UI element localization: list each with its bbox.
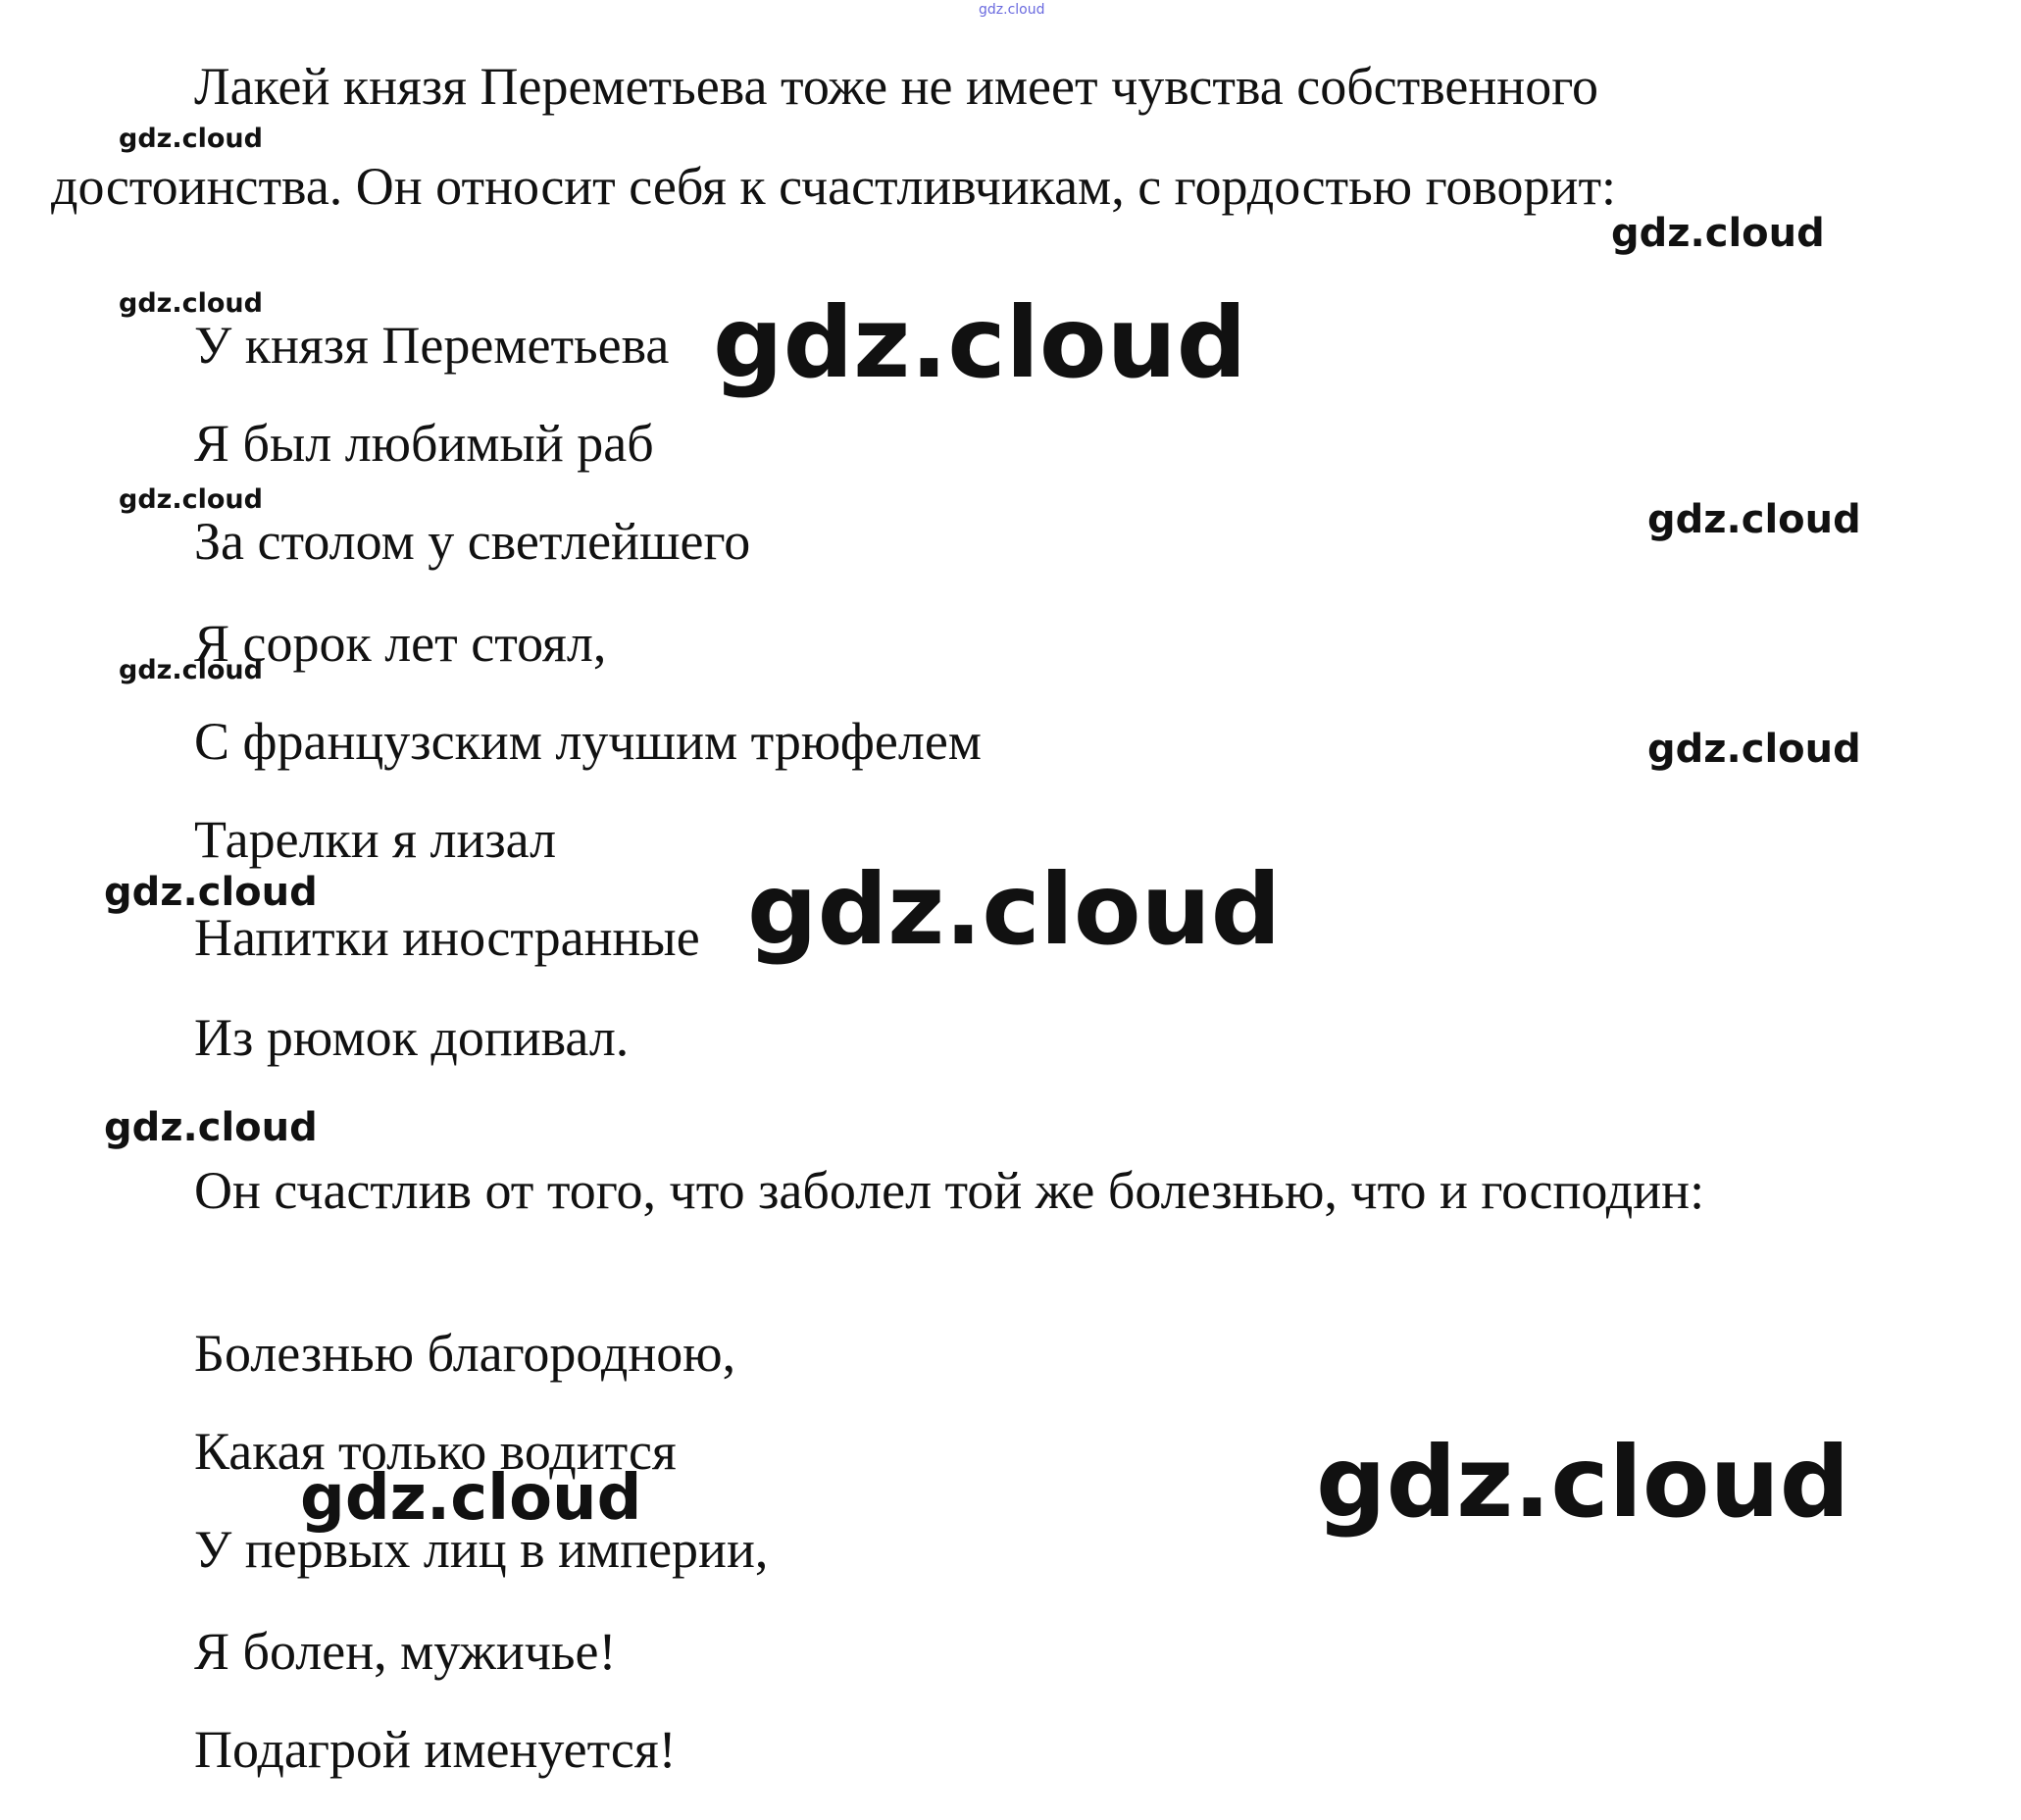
watermark-medium: gdz.cloud xyxy=(104,870,318,915)
poem-1-line: Напитки иностранные xyxy=(194,908,700,967)
watermark-small: gdz.cloud xyxy=(119,484,263,515)
watermark-large: gdz.cloud xyxy=(1316,1425,1850,1540)
paragraph-1-line-2: достоинства. Он относит себя к счастливчикам, с гордостью говорит: xyxy=(51,157,1617,216)
watermark-medium: gdz.cloud xyxy=(1611,211,1825,256)
poem-1-line: У князя Переметьева xyxy=(194,316,670,375)
poem-2-line: Я болен, мужичье! xyxy=(194,1622,617,1681)
poem-2-line: Подагрой именуется! xyxy=(194,1720,677,1779)
poem-2-line: Болезнью благородною, xyxy=(194,1324,736,1383)
poem-1-line: Из рюмок допивал. xyxy=(194,1008,630,1067)
poem-2-line: Какая только водится xyxy=(194,1422,677,1481)
watermark-small: gdz.cloud xyxy=(119,655,263,685)
watermark-large: gdz.cloud xyxy=(747,852,1282,967)
watermark-small: gdz.cloud xyxy=(119,288,263,319)
paragraph-2: Он счастлив от того, что заболел той же болезнью, что и господин: xyxy=(194,1161,1705,1220)
watermark-medium: gdz.cloud xyxy=(104,1105,318,1150)
poem-2-line: У первых лиц в империи, xyxy=(194,1520,769,1579)
watermark-small: gdz.cloud xyxy=(119,124,263,154)
poem-1-line: За столом у светлейшего xyxy=(194,512,751,571)
watermark-medium: gdz.cloud xyxy=(1647,727,1861,772)
watermark-medium-large: gdz.cloud xyxy=(300,1462,642,1535)
poem-1-line: Тарелки я лизал xyxy=(194,810,557,869)
watermark-tiny: gdz.cloud xyxy=(979,2,1045,18)
poem-1-line: Я сорок лет стоял, xyxy=(194,614,607,673)
paragraph-1-line-1: Лакей князя Переметьева тоже не имеет чувства собственного xyxy=(194,57,1599,116)
watermark-medium: gdz.cloud xyxy=(1647,497,1861,542)
watermark-large: gdz.cloud xyxy=(713,285,1247,400)
poem-1-line: С французским лучшим трюфелем xyxy=(194,712,982,771)
poem-1-line: Я был любимый раб xyxy=(194,414,654,473)
